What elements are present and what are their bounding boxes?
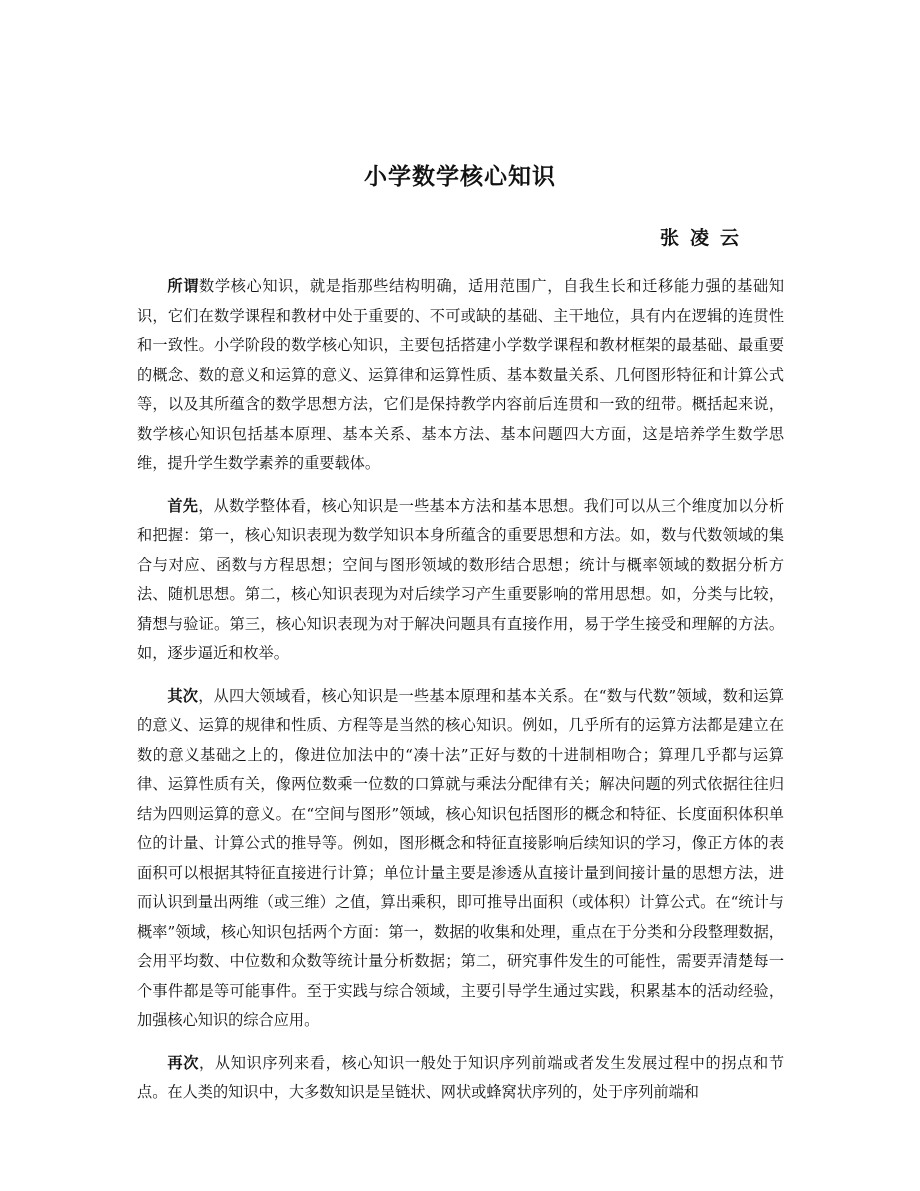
page-title: 小学数学核心知识 [364,164,556,190]
paragraph-lead: 首先 [167,496,199,515]
paragraph-lead: 所谓 [167,277,200,295]
paragraph-text: ，从知识序列来看，核心知识一般处于知识序列前端或者发生发展过程中的拐点和节点。在人类的知识中，大多数知识是呈链状、网状或蜂窝状序列的，处于序列前端和 [137,1053,785,1101]
paragraph-3 [137,682,784,1036]
author-name: 张凌云 [659,227,750,249]
paragraph-4 [137,1049,784,1108]
paragraph-2 [137,492,784,669]
paragraph-text: ，从四大领域看，核心知识是一些基本原理和基本关系。在“数与代数”领域，数和运算的意义、运算的规律和性质、方程等是当然的核心知识。例如，几乎所有的运算方法都是建立在数的意义基础之上的，像进位加法中的“凑十法”正好与数的十进制相吻合；算理几乎都与运算律、运算性质有关，像两位数乘一位数的口算就与乘法分配律有关；解决问题的列式依据往往归结为四则运算的意义。在“空间与图形”领域，核心知识包括图形的概念和特征、长度面积体积单位的计量、计算公式的推导等。例如，图形概念和特征直接影响后续知识的学习，像正方体的表面积可以根据其特征直接进行计算；单位计量主要是渗透从直接计量到间接计量的思想方法，进而认识到量出两维（或三维）之值，算出乘积，即可推导出面积（或体积）计算公式。在“统计与概率”领域，核心知识包括两个方面：第一，数据的收集和处理，重点在于分类和分段整理数据，会用平均数、中位数和众数等统计量分析数据；第二，研究事件发生的可能性，需要弄清楚每一个事件都是等可能事件。至于实践与综合领域，主要引导学生通过实践，积累基本的活动经验，加强核心知识的综合应用。 [137,686,785,1029]
paragraph-text: 数学核心知识，就是指那些结构明确，适用范围广，自我生长和迁移能力强的基础知识，它们在数学课程和教材中处于重要的、不可或缺的基础、主干地位，具有内在逻辑的连贯性和一致性。小学阶段的数学核心知识，主要包括搭建小学数学课程和教材框架的最基础、最重要的概念、数的意义和运算的意义、运算律和运算性质、基本数量关系、几何图形特征和计算公式等，以及其所蕴含的数学思想方法，它们是保持教学内容前后连贯和一致的纽带。概括起来说，数学核心知识包括基本原理、基本关系、基本方法、基本问题四大方面，这是培养学生数学思维，提升学生数学素养的重要载体。 [137,277,785,472]
paragraph-text: ，从数学整体看，核心知识是一些基本方法和基本思想。我们可以从三个维度加以分析和把握：第一，核心知识表现为数学知识本身所蕴含的重要思想和方法。如，数与代数领域的集合与对应、函数与方程思想；空间与图形领域的数形结合思想；统计与概率领域的数据分析方法、随机思想。第二，核心知识表现为对后续学习产生重要影响的常用思想。如，分类与比较，猜想与验证。第三，核心知识表现为对于解决问题具有直接作用，易于学生接受和理解的方法。如，逐步逼近和枚举。 [137,496,785,662]
article-body [137,272,784,1121]
paragraph-lead: 其次 [167,686,199,705]
paragraph-lead: 再次 [167,1053,200,1072]
paragraph-1 [137,272,784,479]
